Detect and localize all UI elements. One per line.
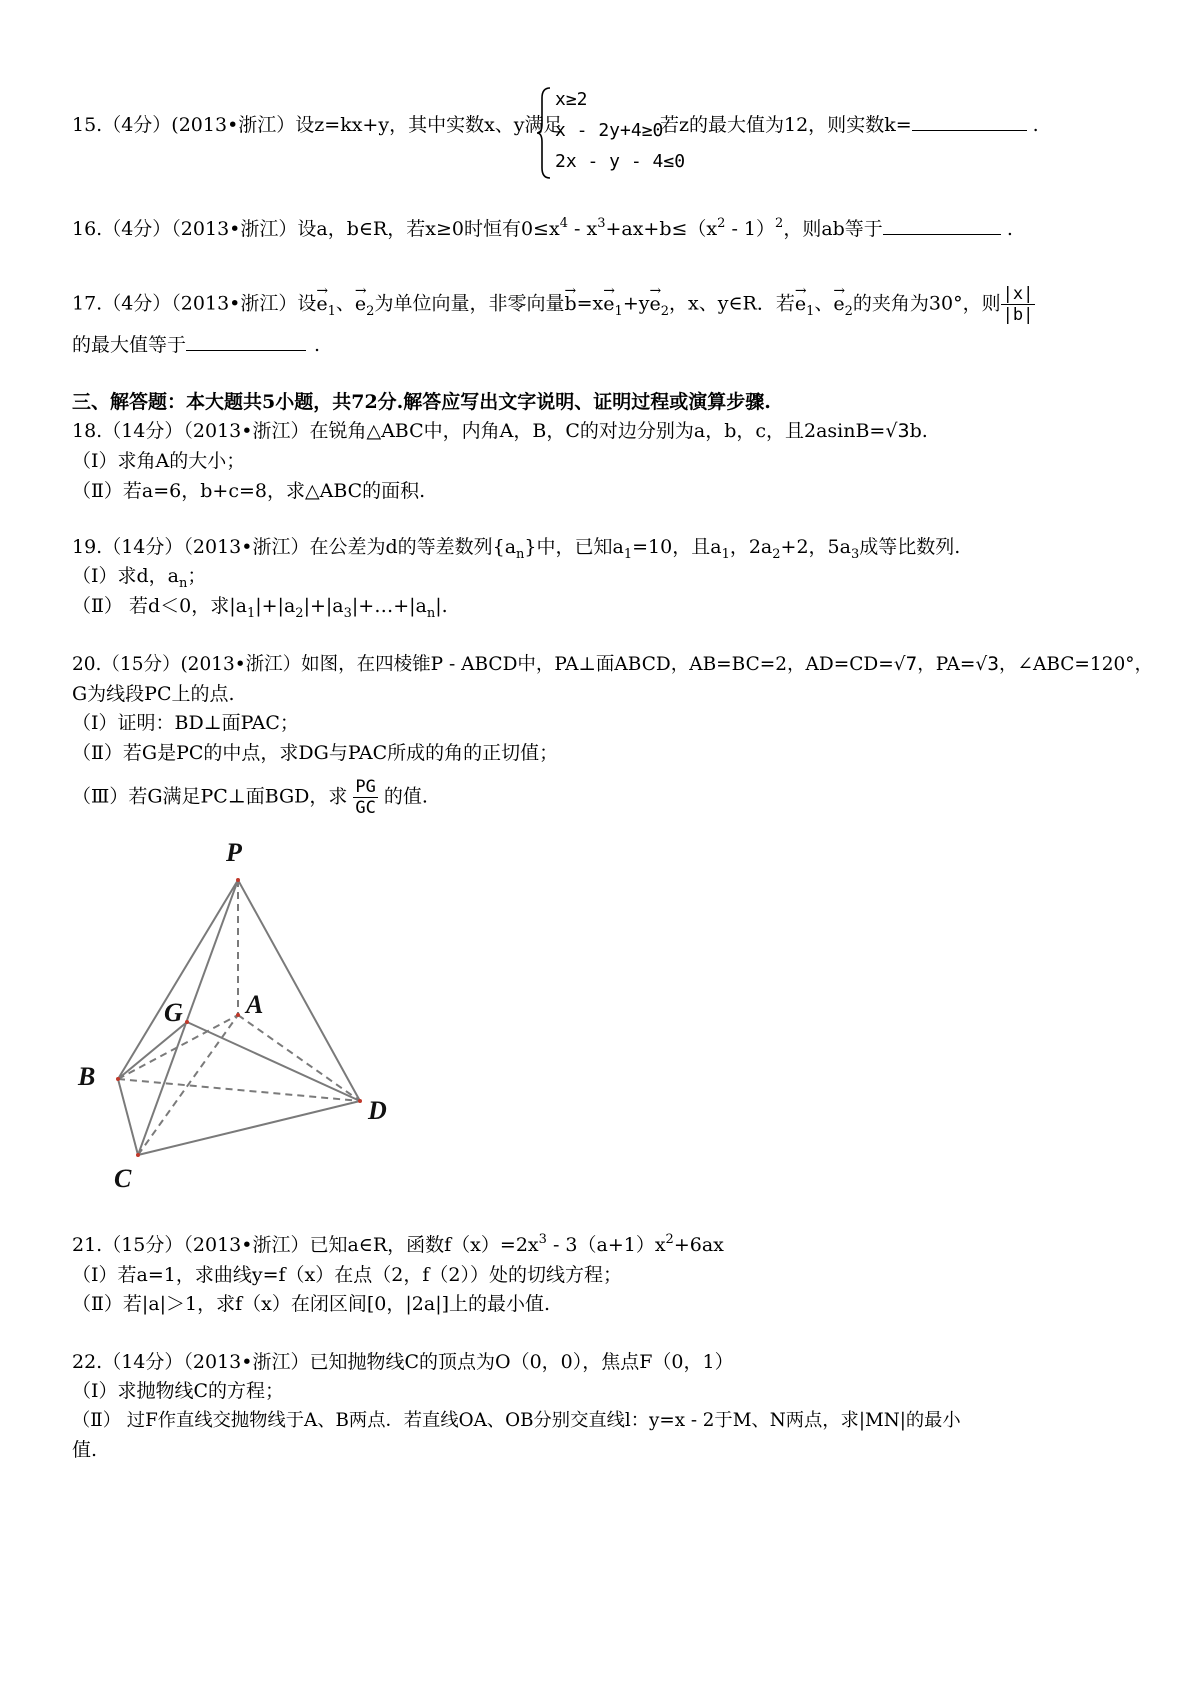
q17-text: 17.（4分）（2013•浙江）设 (72, 292, 317, 315)
q17-text: 、 (814, 292, 834, 315)
constraint-3: 2x - y - 4≤0 (555, 151, 686, 172)
pyramid-figure (70, 835, 410, 1195)
q17-text: +y (622, 292, 650, 315)
vector-e2: → $e_2$ (649, 291, 669, 320)
q17-text: 为单位向量，非零向量 (374, 292, 565, 315)
edge-bd (118, 1079, 360, 1101)
label-g: G (164, 998, 183, 1027)
vector-e1: → $e_1$ (795, 291, 815, 320)
label-b: B (78, 1062, 96, 1091)
brace-icon (536, 86, 552, 180)
q17-text: 、 (335, 292, 355, 315)
constraint-1: x≥2 (555, 89, 588, 110)
question-19: 19.（14分）（2013•浙江）在公差为d的等差数列$\{a_n\}$中，已知$a_1=10$，且$a_1$，$2a_2+2$，$5a_3$成等比数列. (72, 536, 961, 562)
q17-line-2 (72, 332, 320, 358)
vector-e2: → $e_2$ (833, 291, 853, 320)
q21-part-2: （Ⅱ）若|a|＞1，求f（x）在闭区间[0，|2a|]上的最小值. (72, 1293, 551, 1315)
q19-part-1: （Ⅰ）求d，$a_n$； (72, 565, 207, 591)
edge-bc (118, 1079, 138, 1155)
label-c: C (114, 1164, 132, 1193)
exponent: 4 (559, 216, 568, 231)
vector-e1: → $e_1$ (316, 291, 336, 320)
q20-part-2: （Ⅱ）若G是PC的中点，求DG与PAC所成的角的正切值； (72, 742, 559, 764)
q19-part-2: （Ⅱ） 若d＜0，求$|a_1|+|a_2|+|a_3|+\dots+|a_n|$. (72, 595, 448, 621)
exponent: 2 (775, 216, 784, 231)
q17-text: ，x、y∈R．若 (669, 292, 795, 315)
period: . (314, 334, 321, 356)
answer-blank[interactable] (883, 216, 1001, 235)
q17-text: 的最大值等于 (72, 334, 187, 356)
edge-ad (238, 1015, 360, 1101)
q15-suffix: 若z的最大值为12，则实数k= (660, 114, 912, 136)
section-heading: 三、解答题：本大题共5小题，共72分.解答应写出文字说明、证明过程或演算步骤. (72, 391, 771, 413)
q16-text: - 1） (725, 218, 776, 240)
question-17 (72, 284, 1035, 325)
q17-text: 的夹角为30°，则 (852, 292, 1001, 315)
q16-text: ，则ab等于 (783, 218, 883, 240)
exponent: 2 (717, 216, 726, 231)
label-a: A (246, 990, 264, 1019)
question-20: 20.（15分）(2013•浙江）如图，在四棱锥P - ABCD中，PA⊥面ABCD，AB=BC=2，AD=CD=√7，PA=√3，∠ABC=120°， (72, 654, 1153, 675)
question-16 (72, 216, 1013, 245)
q16-text: +ax+b≤（x (605, 218, 718, 240)
label-p: P (226, 838, 242, 867)
q22-part-2-cont: 值. (72, 1439, 98, 1461)
q18-text: 18.（14分）（2013•浙江）在锐角△ABC中，内角A，B，C的对边分别为a，b，c，且2asinB= (72, 420, 886, 442)
question-15 (72, 112, 563, 138)
question-18 (72, 418, 928, 444)
q18-part-1: （Ⅰ）求角A的大小； (72, 450, 246, 472)
vector-e1: → $e_1$ (603, 291, 623, 320)
exponent: 3 (597, 216, 606, 231)
constraint-2: x - 2y+4≥0 (555, 120, 664, 141)
q18-part-2: （Ⅱ）若a=6，b+c=8，求△ABC的面积. (72, 480, 426, 502)
sqrt-3: √3 (975, 654, 999, 675)
edge-pc (138, 880, 238, 1155)
answer-blank[interactable] (186, 332, 306, 351)
period: . (1006, 218, 1013, 240)
q16-text: - x (567, 218, 598, 240)
q21-part-1: （Ⅰ）若a=1，求曲线y=f（x）在点（2，f（2））处的切线方程； (72, 1264, 622, 1286)
q15-answer-line (660, 112, 1039, 138)
question-22: 22.（14分）（2013•浙江）已知抛物线C的顶点为O（0，0），焦点F（0，1） (72, 1351, 734, 1373)
q22-part-2: （Ⅱ） 过F作直线交抛物线于A、B两点．若直线OA、OB分别交直线l：y=x - 2于M、N两点，求|MN|的最小 (72, 1410, 961, 1431)
q18-text: b. (909, 420, 928, 442)
q17-text: =x (576, 292, 604, 315)
edge-pb (118, 880, 238, 1079)
q22-part-1: （Ⅰ）求抛物线C的方程； (72, 1380, 285, 1402)
fraction-pg-over-gc: $\frac{PG}{GC}$ (355, 777, 376, 818)
sqrt-3: √3 (885, 420, 910, 442)
vector-e2: → $e_2$ (355, 291, 375, 320)
vector-b: → b (564, 291, 576, 317)
sqrt-7: √7 (893, 654, 918, 675)
label-d: D (368, 1096, 387, 1125)
edge-cd (138, 1101, 360, 1155)
period: . (1032, 114, 1039, 136)
fraction-x-over-b: $\frac{|x|}{|b|}$ (1002, 284, 1034, 325)
q20-line-2: G为线段PC上的点. (72, 683, 235, 705)
q20-part-1: （Ⅰ）证明：BD⊥面PAC； (72, 712, 299, 734)
q15-prefix: 15.（4分）(2013•浙江）设z=kx+y，其中实数x、y满足 (72, 114, 563, 136)
q20-part-3: （Ⅲ）若G满足PC⊥面BGD，求 $\frac{PG}{GC}$ 的值. (72, 777, 428, 818)
answer-blank[interactable] (912, 112, 1027, 131)
edge-gd (187, 1022, 360, 1101)
question-21: 21.（15分）（2013•浙江）已知a∈R，函数$f(x)=2x^3 - 3(a+1)x^2+6ax$ (72, 1232, 724, 1256)
q16-text: 16.（4分）（2013•浙江）设a，b∈R，若x≥0时恒有0≤x (72, 218, 560, 240)
